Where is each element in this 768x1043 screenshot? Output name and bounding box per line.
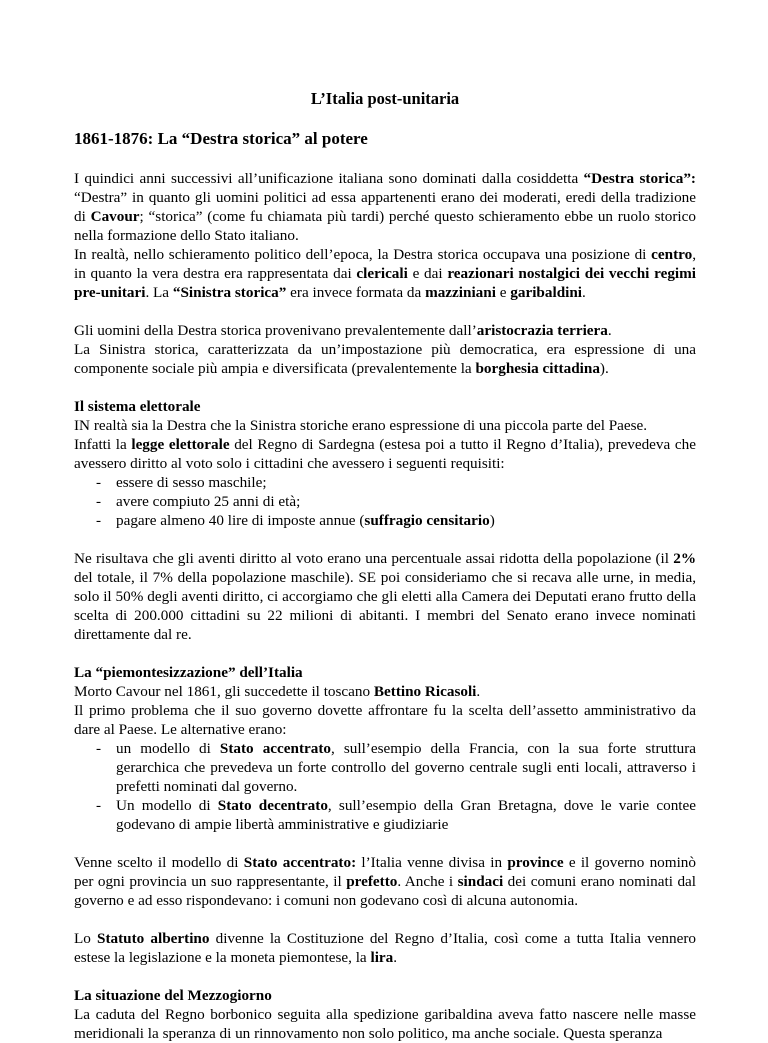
alternative-list — [74, 739, 696, 834]
list-item: - avere compiuto 25 anni di età; — [96, 493, 301, 510]
paragraph-statuto-albertino: Lo Statuto albertino divenne la Costituzione del Regno d’Italia, così come a tutta Italia vennero estese la legislazione e la moneta piemontese, la lira. — [74, 930, 696, 966]
paragraph-elettorale-intro: IN realtà sia la Destra che la Sinistra storiche erano espressione di una piccola parte del Paese. — [74, 417, 648, 434]
paragraph-legge-elettorale: Infatti la legge elettorale del Regno di Sardegna (estesa poi a tutto il Regno d’Italia), prevedeva che avessero diritto al voto solo i cittadini che avessero i seguenti requisiti: — [74, 436, 696, 472]
list-item: - essere di sesso maschile; — [96, 474, 267, 491]
paragraph-destra-intro: I quindici anni successivi all’unificazione italiana sono dominati dalla cosiddetta “Destra storica”: “Destra” in quanto gli uomini politici ad essa appartenenti erano dei moderati, eredi della tradizione di Cavour; “storica” (come fu chiamata più tardi) perché questo schieramento ebbe un ruolo storico nella formazione dello Stato italiano. — [74, 170, 696, 244]
section-heading-mezzogiorno: La situazione del Mezzogiorno — [74, 987, 272, 1004]
paragraph-mezzogiorno: La caduta del Regno borbonico seguita alla spedizione garibaldina aveva fatto nascere nelle masse meridionali la speranza di un rinnovamento non solo politico, ma anche sociale. Questa speranza — [74, 1006, 696, 1042]
requisiti-list — [74, 473, 696, 530]
document-title: L’Italia post-unitaria — [310, 89, 460, 108]
list-item: - pagare almeno 40 lire di imposte annue (suffragio censitario) — [96, 512, 495, 529]
section-heading-destra-storica: 1861-1876: La “Destra storica” al potere — [74, 129, 368, 148]
paragraph-destra-position: In realtà, nello schieramento politico dell’epoca, la Destra storica occupava una posizione di centro, in quanto la vera destra era rappresentata dai clericali e dai reazionari nostalgici dei vecchi regimi pre-unitari. La “Sinistra storica” era invece formata da mazziniani e garibaldini. — [74, 246, 697, 301]
paragraph-destra-origin: Gli uomini della Destra storica provenivano prevalentemente dall’aristocrazia terriera. — [74, 322, 612, 339]
section-heading-piemontesizzazione: La “piemontesizzazione” dell’Italia — [74, 664, 303, 681]
list-item: - Un modello di Stato decentrato, sull’esempio della Gran Bretagna, dove le varie contee godevano di ampie libertà amministrative e giudiziarie — [96, 797, 696, 833]
paragraph-ricasoli: Morto Cavour nel 1861, gli succedette il toscano Bettino Ricasoli. — [74, 683, 481, 700]
paragraph-stato-accentrato: Venne scelto il modello di Stato accentrato: l’Italia venne divisa in province e il governo nominò per ogni provincia un suo rappresentante, il prefetto. Anche i sindaci dei comuni erano nominati dal governo e ad esso rispondevano: i comuni non godevano così di alcuna autonomia. — [74, 854, 696, 909]
paragraph-percentuale-voto: Ne risultava che gli aventi diritto al voto erano una percentuale assai ridotta della popolazione (il 2% del totale, il 7% della popolazione maschile). SE poi consideriamo che si recava alle urne, in media, solo il 50% degli aventi diritto, ci accorgiamo che gli eletti alla Camera dei Deputati erano frutto della scelta di 200.000 cittadini su 22 milioni di abitanti. I membri del Senato erano invece nominati direttamente dal re. — [74, 550, 696, 643]
list-item: - un modello di Stato accentrato, sull’esempio della Francia, con la sua forte struttura gerarchica che prevedeva un forte controllo del governo centrale sugli enti locali, attraverso i prefetti nominati dal governo. — [96, 740, 697, 795]
paragraph-sinistra-origin: La Sinistra storica, caratterizzata da un’impostazione più democratica, era espressione di una componente sociale più ampia e diversificata (prevalentemente la borghesia cittadina). — [74, 341, 696, 377]
paragraph-assetto: Il primo problema che il suo governo dovette affrontare fu la scelta dell’assetto amministrativo da dare al Paese. Le alternative erano: — [74, 702, 696, 738]
document-page — [74, 89, 696, 1043]
section-heading-sistema-elettorale: Il sistema elettorale — [74, 398, 201, 415]
